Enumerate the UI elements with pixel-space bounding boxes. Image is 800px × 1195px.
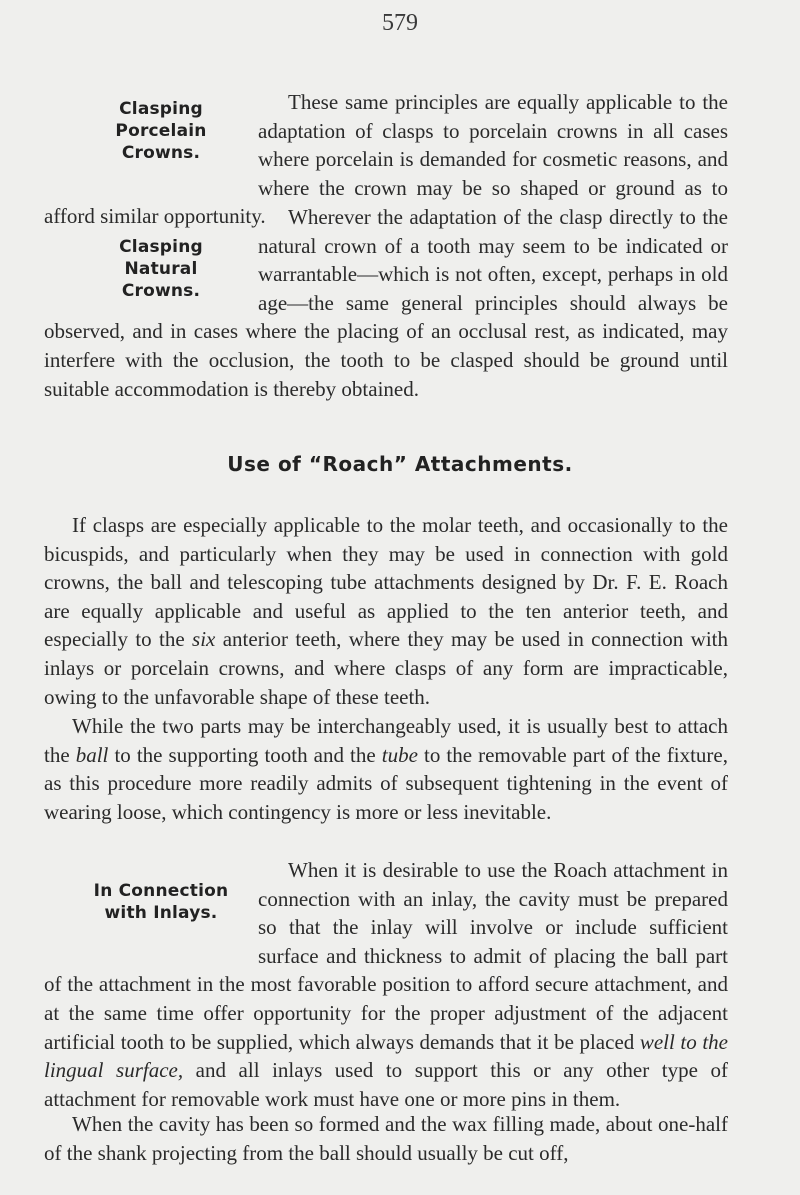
margin-spacer: [44, 203, 258, 289]
margin-note-clasping-porcelain: Clasping Porcelain Crowns.: [115, 99, 207, 163]
paragraph-2-text: Wherever the adaptation of the clasp directly to the natural crown of a tooth may seem to be indicated or warrantable—which is not often, except, perhaps in old age—the same general principles should always be observed, and in cases where the placing of an occlusal rest, as indicated, may interfere with the occlusion, the tooth to be clasped should be ground until suitable accommodation is thereby obtained.: [44, 205, 728, 401]
paragraph-5: [44, 856, 728, 1113]
paragraph-4: While the two parts may be interchangeably used, it is usually best to attach the ball to the supporting tooth and the tube to the removable part of the fixture, as this procedure more readily admits of subsequent tightening in the event of wearing loose, which contingency is more or less inevitable.: [44, 714, 728, 824]
paragraph-5-text-a: When it is desirable to use the Roach attachment in connection with an inlay, the cavity must be prepared so that the inlay will involve or include sufficient surface and thickness to admit of placing the ball part of the attachment in the most favorable position to afford secure attachment, and at the same time offer opportunity for the proper adjustment of the adjacent artificial tooth to be supplied, which always demands that it be placed: [44, 858, 728, 1054]
paragraph-3: If clasps are especially applicable to the molar teeth, and occasionally to the bicuspids, and particularly when they may be used in connection with gold crowns, the ball and telescoping tube attachments designed by Dr. F. E. Roach are equally applicable and useful as applied to the ten anterior teeth, and especially to the six anterior teeth, where they may be used in connection with inlays or porcelain crowns, and where clasps of any form are impracticable, owing to the unfavorable shape of these teeth.: [44, 513, 728, 709]
paragraph-1-text: These same principles are equally applicable to the adaptation of clasps to porcelain crowns in all cases where porcelain is demanded for cosmetic reasons, and where the crown may be so shaped or ground as to afford similar opportunity.: [44, 90, 728, 229]
paragraph-2: [44, 203, 728, 403]
margin-spacer: [44, 856, 258, 970]
section-heading: Use of “Roach” Attachments.: [227, 452, 573, 476]
page-number: 579: [382, 10, 418, 36]
margin-note-clasping-natural: Clasping Natural Crowns.: [119, 237, 203, 301]
margin-spacer: [44, 88, 258, 202]
paragraph-5-emphasis: well to the lingual surface,: [44, 1029, 728, 1083]
paragraph-5-text-b: and all inlays used to support this or any other type of attachment for removable work must have one or more pins in them.: [44, 1058, 728, 1111]
margin-note-inlays: In Connection with Inlays.: [93, 881, 229, 923]
paragraph-6: When the cavity has been so formed and the wax filling made, about one-half of the shank projecting from the ball should usually be cut off,: [44, 1112, 728, 1165]
